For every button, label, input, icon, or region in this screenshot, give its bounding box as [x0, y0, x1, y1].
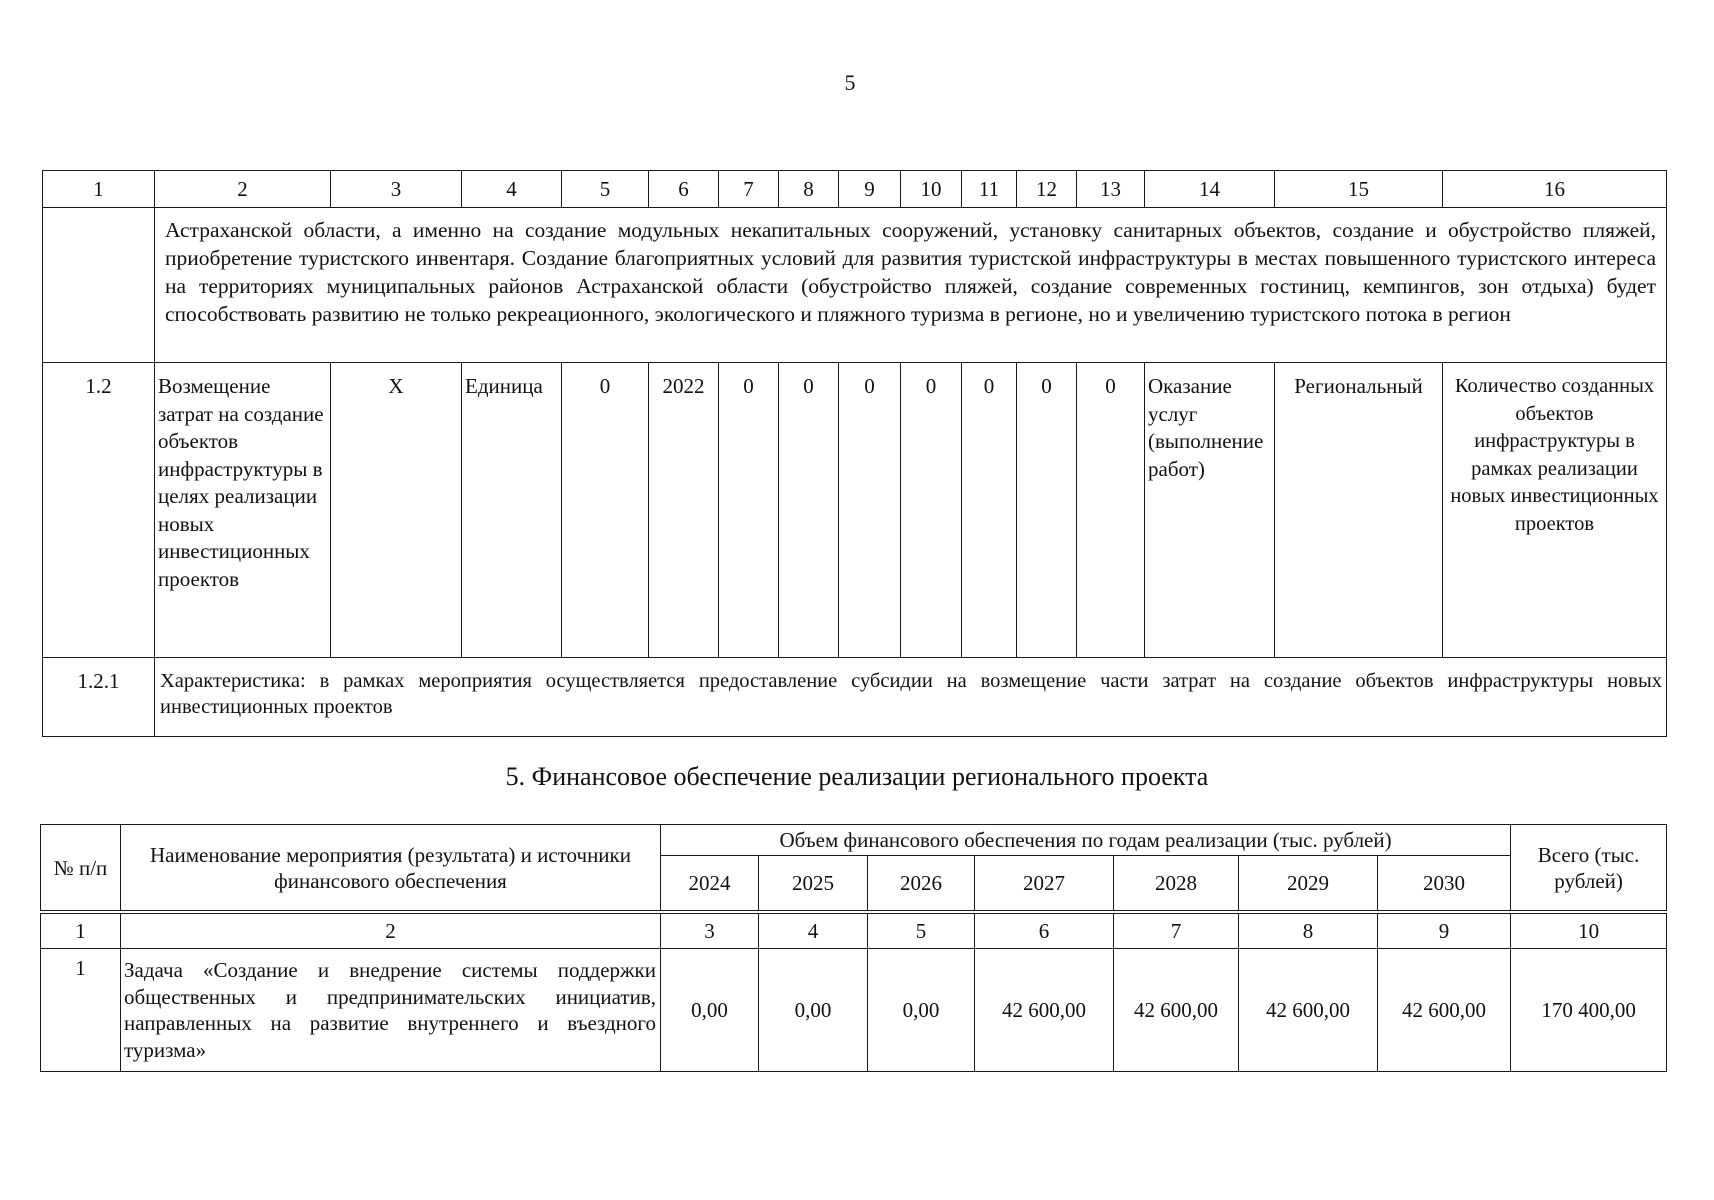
year-header: 2028 [1114, 856, 1239, 913]
cell-col3: Х [331, 363, 462, 658]
table1-col-number: 11 [962, 171, 1017, 208]
year-header: 2030 [1378, 856, 1511, 913]
table1-col-number: 15 [1275, 171, 1443, 208]
description-text: Астраханской области, а именно на создание модульных некапитальных сооружений, установку санитарных объектов, создание и обустройство пляжей, приобретение туристского инвентаря. Создание благоприятных условий для развития туристской инфраструктуры в местах повышенного туристского интереса на территориях муниципальных районов Астраханской области (обустройство пляжей, создание современных гостиниц, кемпингов, зон отдыха) будет способствовать развитию не только рекреационного, экологического и пляжного туризма в регионе, но и увеличению туристского потока в регион [155, 208, 1667, 363]
unit: Единица [462, 363, 562, 658]
row-number: 1 [41, 949, 121, 1072]
table1-col-number: 10 [901, 171, 962, 208]
table1-description-row [43, 208, 1667, 363]
measure-name: Возмещение затрат на создание объектов инфраструктуры в целях реализации новых инвестиционных проектов [155, 363, 331, 658]
col-num-header: № п/п [41, 825, 121, 913]
indicators-table [42, 170, 1667, 737]
task-name: Задача «Создание и внедрение системы поддержки общественных и предпринимательских инициатив, направленных на развитие внутреннего и въездного туризма» [121, 949, 661, 1072]
year-header: 2024 [661, 856, 759, 913]
year-amount: 0,00 [661, 949, 759, 1072]
table1-col-number: 16 [1443, 171, 1667, 208]
table1-col-number: 3 [331, 171, 462, 208]
table-row [43, 658, 1667, 737]
year-amount: 0,00 [759, 949, 868, 1072]
table2-number-row [41, 912, 1667, 949]
total-amount: 170 400,00 [1511, 949, 1667, 1072]
table2-col-number: 7 [1114, 912, 1239, 949]
page-number: 5 [844, 70, 856, 95]
year-header: 2026 [868, 856, 975, 913]
year-header: 2025 [759, 856, 868, 913]
table1-col-number: 8 [779, 171, 839, 208]
base-value: 0 [562, 363, 649, 658]
table2-col-number: 4 [759, 912, 868, 949]
table2-header-row [41, 825, 1667, 856]
year-value: 0 [1017, 363, 1077, 658]
measure-level: Региональный [1275, 363, 1443, 658]
table2-col-number: 10 [1511, 912, 1667, 949]
year-value: 0 [901, 363, 962, 658]
year-value: 0 [962, 363, 1017, 658]
year-value: 0 [1077, 363, 1145, 658]
table2-col-number: 3 [661, 912, 759, 949]
table1-col-number: 1 [43, 171, 155, 208]
base-year: 2022 [649, 363, 719, 658]
section-title: 5. Финансовое обеспечение реализации регионального проекта [505, 762, 1209, 791]
financing-table [40, 824, 1667, 1072]
year-value: 0 [779, 363, 839, 658]
years-group-header: Объем финансового обеспечения по годам реализации (тыс. рублей) [661, 825, 1511, 856]
table2-col-number: 5 [868, 912, 975, 949]
col-name-header: Наименование мероприятия (результата) и источники финансового обеспечения [121, 825, 661, 913]
year-amount: 0,00 [868, 949, 975, 1072]
table1-col-number: 9 [839, 171, 901, 208]
table1-header-row [43, 171, 1667, 208]
table1-col-number: 14 [1145, 171, 1275, 208]
table1-col-number: 4 [462, 171, 562, 208]
row-number: 1.2.1 [43, 658, 155, 737]
table2-col-number: 2 [121, 912, 661, 949]
year-amount: 42 600,00 [1114, 949, 1239, 1072]
table2-col-number: 9 [1378, 912, 1511, 949]
table-row [43, 363, 1667, 658]
table1-col-number: 2 [155, 171, 331, 208]
table1-empty-cell [43, 208, 155, 363]
row-number: 1.2 [43, 363, 155, 658]
year-amount: 42 600,00 [1239, 949, 1378, 1072]
indicator-text: Количество созданных объектов инфраструктуры в рамках реализации новых инвестиционных проектов [1443, 363, 1667, 658]
total-header: Всего (тыс. рублей) [1511, 825, 1667, 913]
table1-col-number: 6 [649, 171, 719, 208]
year-header: 2027 [975, 856, 1114, 913]
year-amount: 42 600,00 [1378, 949, 1511, 1072]
characteristic-text: Характеристика: в рамках мероприятия осуществляется предоставление субсидии на возмещение части затрат на создание объектов инфраструктуры новых инвестиционных проектов [155, 658, 1667, 737]
table1-col-number: 7 [719, 171, 779, 208]
table2-col-number: 8 [1239, 912, 1378, 949]
year-value: 0 [839, 363, 901, 658]
measure-type: Оказание услуг (выполнение работ) [1145, 363, 1275, 658]
year-amount: 42 600,00 [975, 949, 1114, 1072]
year-header: 2029 [1239, 856, 1378, 913]
table1-col-number: 12 [1017, 171, 1077, 208]
table1-col-number: 5 [562, 171, 649, 208]
table2-col-number: 6 [975, 912, 1114, 949]
table2-col-number: 1 [41, 912, 121, 949]
table1-col-number: 13 [1077, 171, 1145, 208]
table-row [41, 949, 1667, 1072]
year-value: 0 [719, 363, 779, 658]
